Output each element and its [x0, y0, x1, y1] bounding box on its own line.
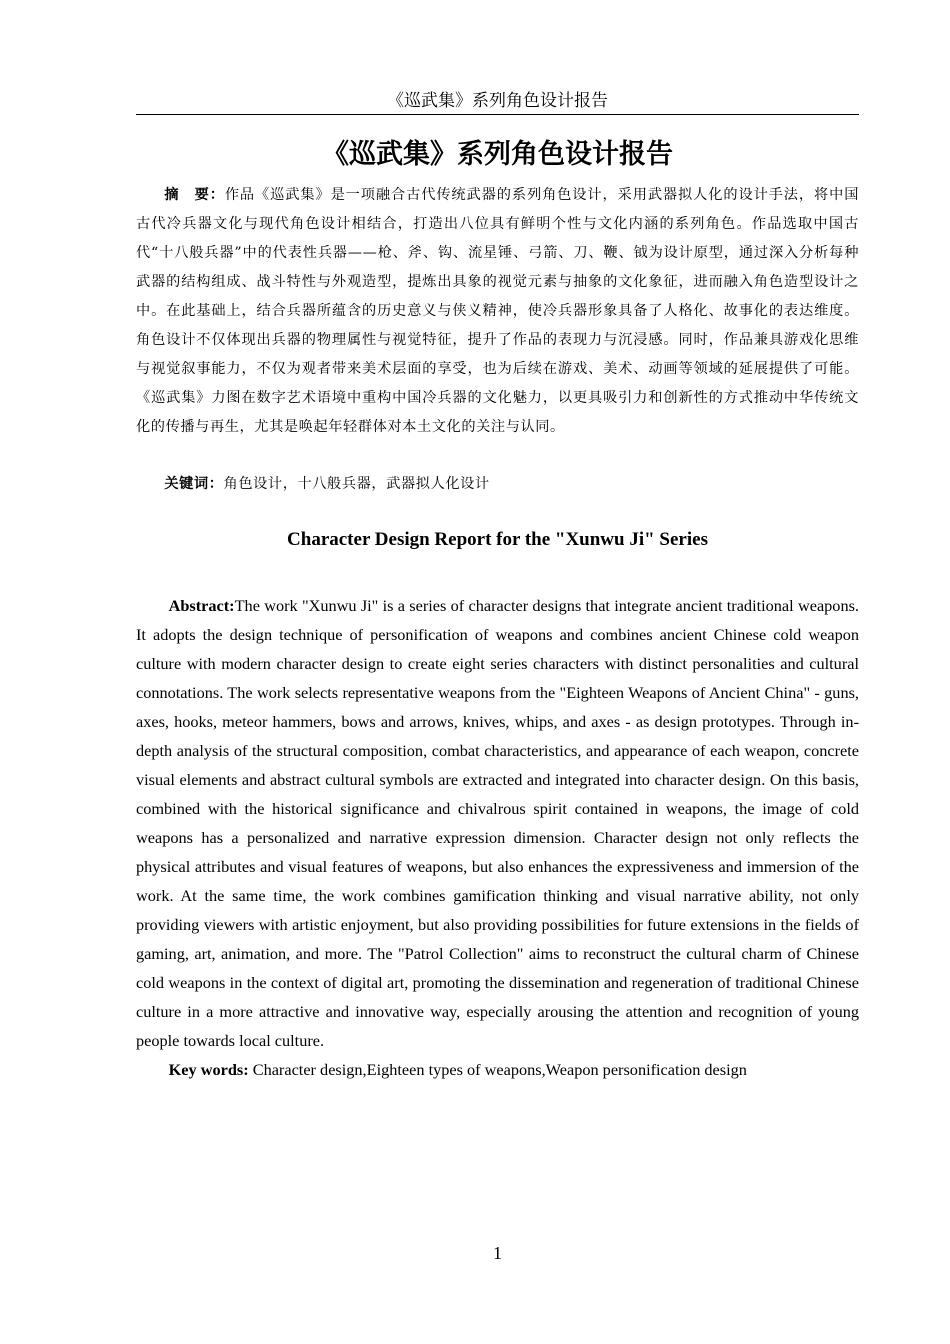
chinese-abstract-text: 作品《巡武集》是一项融合古代传统武器的系列角色设计，采用武器拟人化的设计手法，将中国古代冷兵器文化与现代角色设计相结合，打造出八位具有鲜明个性与文化内涵的系列角色。作品选取中国古代“十八般兵器”中的代表性兵器——枪、斧、钩、流星锤、弓箭、刀、鞭、钺为设计原型，通过深入分析每种武器的结构组成、战斗特性与外观造型，提炼出具象的视觉元素与抽象的文化象征，进而融入角色造型设计之中。在此基础上，结合兵器所蕴含的历史意义与侠义精神，使冷兵器形象具备了人格化、故事化的表达维度。角色设计不仅体现出兵器的物理属性与视觉特征，提升了作品的表现力与沉浸感。同时，作品兼具游戏化思维与视觉叙事能力，不仅为观者带来美术层面的享受，也为后续在游戏、美术、动画等领域的延展提供了可能。《巡武集》力图在数字艺术语境中重构中国冷兵器的文化魅力，以更具吸引力和创新性的方式推动中华传统文化的传播与再生，尤其是唤起年轻群体对本土文化的关注与认同。	[136, 187, 860, 435]
chinese-abstract-label: 摘 要：	[164, 187, 225, 203]
chinese-keywords-label: 关键词：	[164, 476, 224, 492]
english-abstract-label: Abstract:	[168, 596, 235, 615]
english-abstract-text: The work "Xunwu Ji" is a series of character designs that integrate ancient traditional weapons. It adopts the design technique of personification of weapons and combines ancient Chinese cold weapon culture with modern character design to create eight series characters with distinct personalities and cultural connotations. The work selects representative weapons from the "Eighteen Weapons of Ancient China" - guns, axes, hooks, meteor hammers, bows and arrows, knives, whips, and axes - as design prototypes. Through in-depth analysis of the structural composition, combat characteristics, and appearance of each weapon, concrete visual elements and abstract cultural symbols are extracted and integrated into character design. On this basis, combined with the historical significance and chivalrous spirit contained in weapons, the image of cold weapons has a personalized and narrative expression dimension. Character design not only reflects the physical attributes and visual features of weapons, but also enhances the expressiveness and immersion of the work. At the same time, the work combines gamification thinking and visual narrative ability, not only providing viewers with artistic enjoyment, but also providing possibilities for future extensions in the fields of gaming, art, animation, and more. The "Patrol Collection" aims to reconstruct the cultural charm of Chinese cold weapons in the context of digital art, promoting the dissemination and regeneration of traditional Chinese culture in a more attractive and innovative way, especially arousing the attention and recognition of young people towards local culture.	[136, 596, 859, 1050]
english-keywords-label: Key words:	[168, 1060, 249, 1079]
chinese-keywords-text: 角色设计，十八般兵器，武器拟人化设计	[223, 476, 490, 492]
english-abstract	[136, 591, 859, 1055]
english-keywords-text: Character design,Eighteen types of weapons,Weapon personification design	[248, 1060, 747, 1079]
chinese-abstract	[136, 181, 859, 442]
chinese-keywords	[136, 470, 859, 499]
english-title: Character Design Report for the "Xunwu Ji" Series	[287, 529, 708, 550]
page-number: 1	[493, 1243, 502, 1263]
english-keywords	[136, 1055, 859, 1084]
chinese-title: 《巡武集》系列角色设计报告	[322, 139, 673, 170]
running-header: 《巡武集》系列角色设计报告	[136, 90, 859, 115]
